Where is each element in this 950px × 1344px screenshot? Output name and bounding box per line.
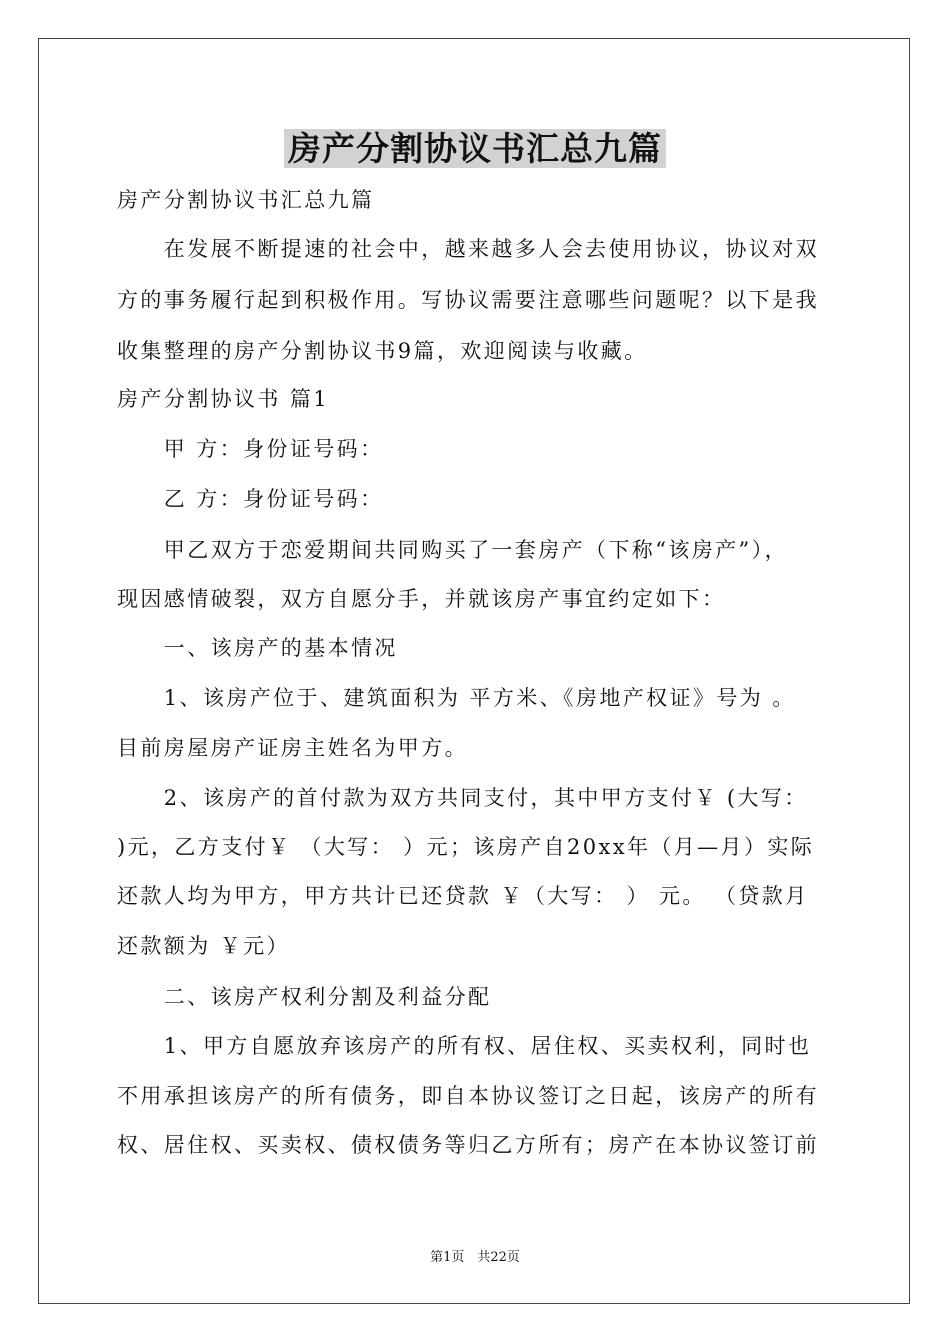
text-line: 现因感情破裂，双方自愿分手，并就该房产事宜约定如下： bbox=[117, 587, 726, 611]
text-line: 一、该房产的基本情况 bbox=[117, 636, 398, 660]
text-line: 目前房屋房产证房主姓名为甲方。 bbox=[117, 736, 468, 760]
text-line: 权、居住权、买卖权、债权债务等归乙方所有；房产在本协议签订前 bbox=[117, 1133, 819, 1157]
text-line: 还款额为 ￥元） bbox=[117, 934, 290, 958]
text-line: 收集整理的房产分割协议书9篇，欢迎阅读与收藏。 bbox=[117, 339, 648, 363]
text-line: 不用承担该房产的所有债务，即自本协议签订之日起，该房产的所有 bbox=[117, 1084, 819, 1108]
text-line: 甲乙双方于恋爱期间共同购买了一套房产（下称“该房产”）， bbox=[117, 538, 788, 562]
text-line: 2、该房产的首付款为双方共同支付，其中甲方支付￥ (大写： bbox=[117, 786, 808, 810]
text-line: 1、甲方自愿放弃该房产的所有权、居住权、买卖权利，同时也 bbox=[117, 1034, 812, 1058]
section-heading: 房产分割协议书 篇1 bbox=[117, 387, 330, 411]
text-line: )元，乙方支付￥ （大写： ）元；该房产自20xx年（月—月）实际 bbox=[117, 835, 815, 859]
document-title: 房产分割协议书汇总九篇 bbox=[0, 124, 950, 174]
text-line: 1、该房产位于、建筑面积为 平方米、《房地产权证》号为 。 bbox=[117, 686, 796, 710]
text-line: 还款人均为甲方，甲方共计已还贷款 ￥（大写： ） 元。 （贷款月 bbox=[117, 884, 809, 908]
text-line: 在发展不断提速的社会中，越来越多人会去使用协议，协议对双 bbox=[117, 237, 819, 261]
text-line: 二、该房产权利分割及利益分配 bbox=[117, 985, 492, 1009]
text-line: 方的事务履行起到积极作用。写协议需要注意哪些问题呢？以下是我 bbox=[117, 288, 819, 312]
text-line: 房产分割协议书汇总九篇 bbox=[117, 188, 375, 212]
page-border bbox=[38, 38, 910, 1304]
text-line: 甲 方：身份证号码： bbox=[117, 437, 384, 461]
text-line: 乙 方：身份证号码： bbox=[117, 487, 384, 511]
page-footer: 第1页 共22页 bbox=[430, 1250, 520, 1265]
